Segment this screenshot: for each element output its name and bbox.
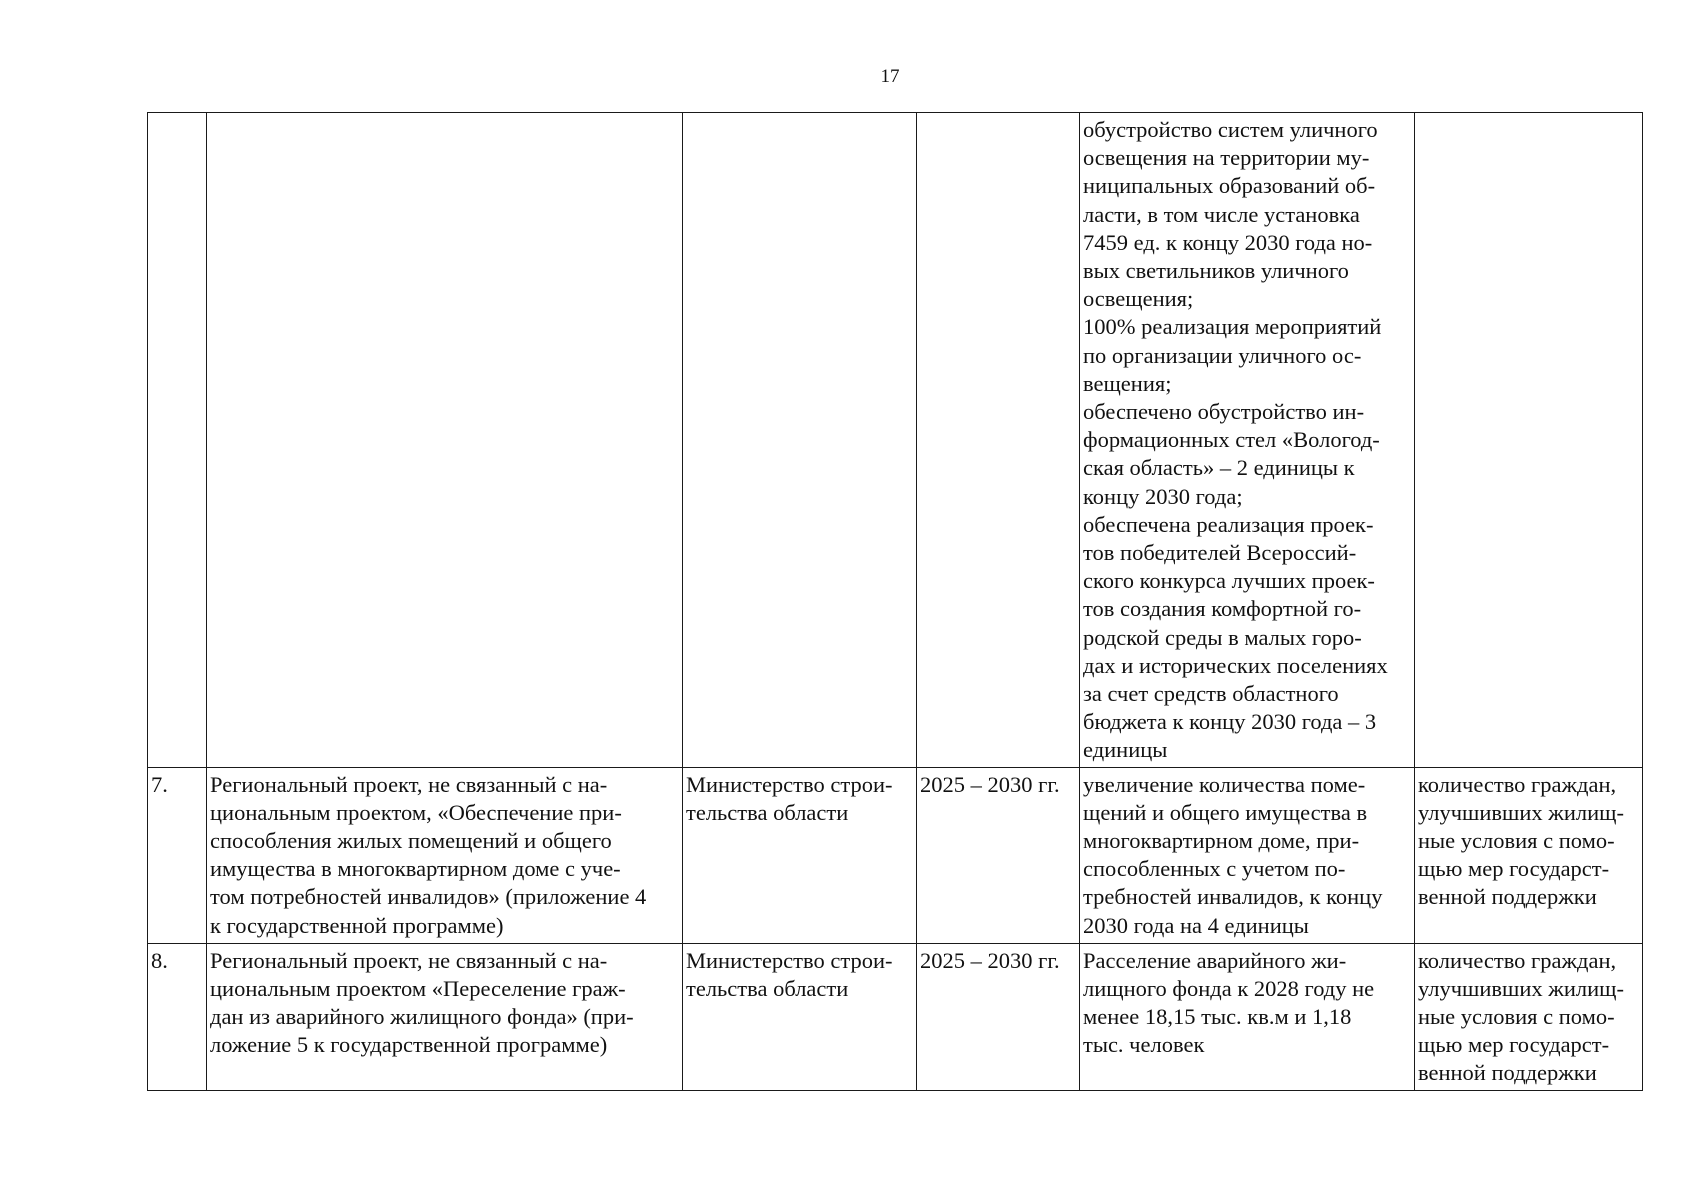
- row-number-cell: 8.: [148, 943, 207, 1090]
- table-row: [148, 943, 1643, 1090]
- indicator-cell: количество граждан, улучшивших жилищ- ные условия с помо- щью мер государст- венной поддержки: [1415, 943, 1643, 1090]
- period-cell: 2025 – 2030 гг.: [917, 943, 1080, 1090]
- project-name-cell: Региональный проект, не связанный с на- циональным проектом, «Обеспечение при- способления жилых помещений и общего имущества в многоквартирном доме с уче- том потребностей инвалидов» (приложение 4 к государственной программе): [207, 767, 683, 943]
- row-number-cell: [148, 113, 207, 768]
- indicator-cell: [1415, 113, 1643, 768]
- responsible-cell: Министерство строи- тельства области: [683, 767, 917, 943]
- responsible-cell: Министерство строи- тельства области: [683, 943, 917, 1090]
- row-number-cell: 7.: [148, 767, 207, 943]
- period-cell: [917, 113, 1080, 768]
- table-row: [148, 767, 1643, 943]
- project-name-cell: [207, 113, 683, 768]
- table-row: [148, 113, 1643, 768]
- page-number: 17: [880, 66, 900, 87]
- result-cell: обустройство систем уличного освещения на территории му- ниципальных образований об- ласти, в том числе установка 7459 ед. к концу 2030 года но- вых светильников уличного освещения; 100% реализация мероприятий по организации уличного ос- вещения; обеспечено обустройство ин- формационных стел «Вологод- ская область» – 2 единицы к концу 2030 года; обеспечена реализация проек- тов победителей Всероссий- ского конкурса лучших проек- тов создания комфортной го- родской среды в малых горо- дах и исторических поселениях за счет средств областного бюджета к концу 2030 года – 3 единицы: [1080, 113, 1415, 768]
- period-cell: 2025 – 2030 гг.: [917, 767, 1080, 943]
- responsible-cell: [683, 113, 917, 768]
- project-name-cell: Региональный проект, не связанный с на- циональным проектом «Переселение граж- дан из аварийного жилищного фонда» (при- ложение 5 к государственной программе): [207, 943, 683, 1090]
- result-cell: увеличение количества поме- щений и общего имущества в многоквартирном доме, при- способленных с учетом по- требностей инвалидов, к концу 2030 года на 4 единицы: [1080, 767, 1415, 943]
- result-cell: Расселение аварийного жи- лищного фонда к 2028 году не менее 18,15 тыс. кв.м и 1,18 тыс. человек: [1080, 943, 1415, 1090]
- indicator-cell: количество граждан, улучшивших жилищ- ные условия с помо- щью мер государст- венной поддержки: [1415, 767, 1643, 943]
- program-table: [147, 112, 1643, 1091]
